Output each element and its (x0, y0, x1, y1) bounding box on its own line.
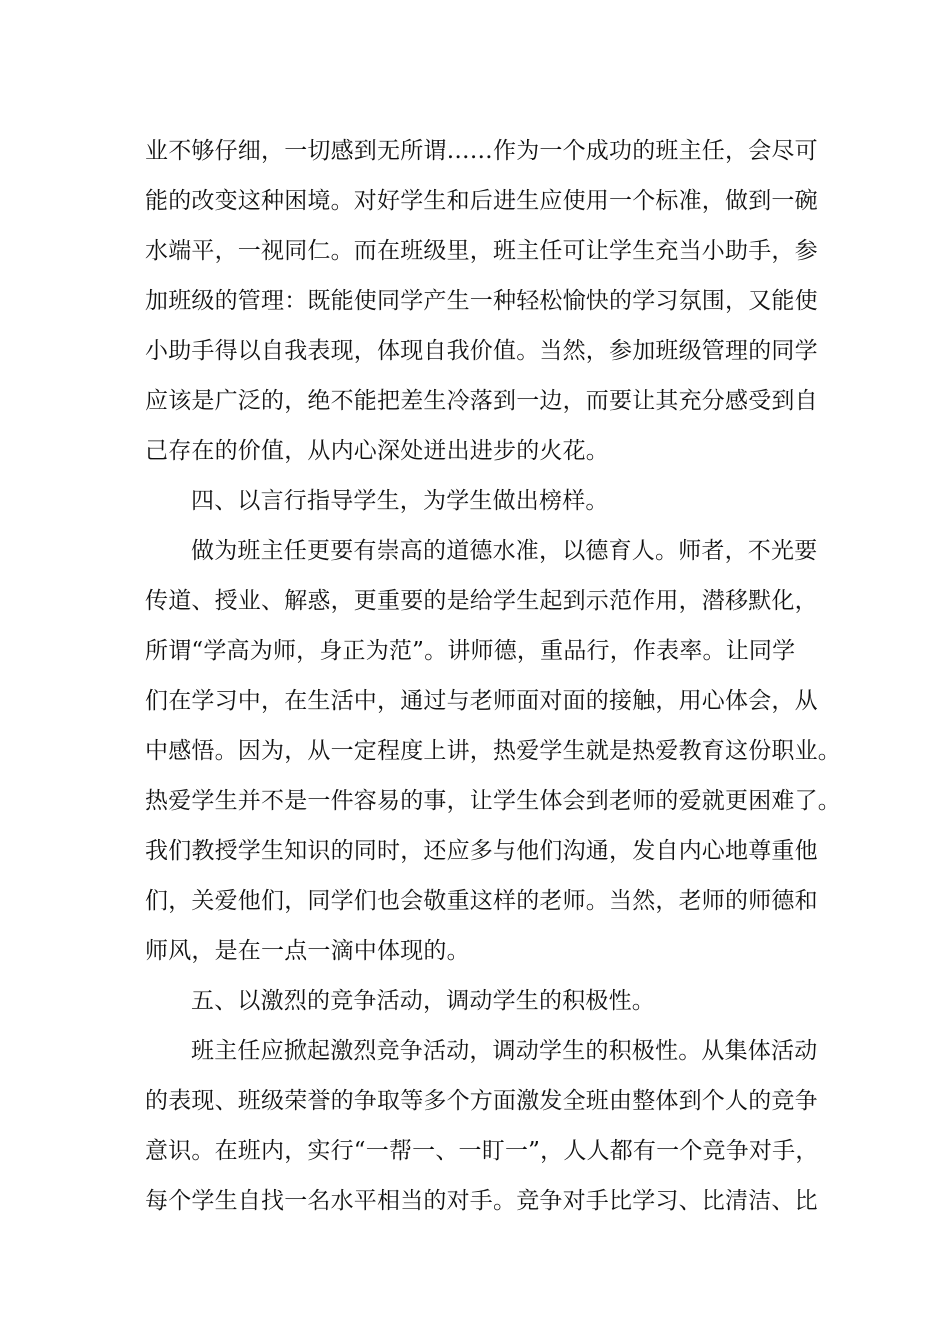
text-line: 的表现、班级荣誉的争取等多个方面激发全班由整体到个人的竞争 (145, 1088, 818, 1114)
text-line: 每个学生自找一名水平相当的对手。竞争对手比学习、比清洁、比 (145, 1188, 818, 1214)
section-heading-four: 四、以言行指导学生，为学生做出榜样。 (191, 488, 609, 514)
text-line: 能的改变这种困境。对好学生和后进生应使用一个标准，做到一碗 (145, 188, 818, 214)
text-line: 应该是广泛的，绝不能把差生冷落到一边，而要让其充分感受到自 (145, 388, 818, 414)
text-line: 师风，是在一点一滴中体现的。 (145, 938, 470, 964)
text-line: 所谓“学高为师，身正为范”。讲师德，重品行，作表率。让同学 (145, 638, 796, 664)
text-line: 小助手得以自我表现，体现自我价值。当然，参加班级管理的同学 (145, 338, 818, 364)
text-line: 中感悟。因为，从一定程度上讲，热爱学生就是热爱教育这份职业。 (145, 738, 841, 764)
text-line: 们，关爱他们，同学们也会敬重这样的老师。当然，老师的师德和 (145, 888, 818, 914)
paragraph-start-line: 班主任应掀起激烈竞争活动，调动学生的积极性。从集体活动 (191, 1038, 818, 1064)
text-line: 热爱学生并不是一件容易的事，让学生体会到老师的爱就更困难了。 (145, 788, 841, 814)
text-line: 水端平，一视同仁。而在班级里，班主任可让学生充当小助手，参 (145, 238, 818, 264)
section-heading-five: 五、以激烈的竞争活动，调动学生的积极性。 (191, 988, 655, 1014)
text-line: 业不够仔细，一切感到无所谓……作为一个成功的班主任，会尽可 (145, 138, 818, 164)
text-line: 意识。在班内，实行“一帮一、一盯一”，人人都有一个竞争对手， (145, 1138, 819, 1164)
text-line: 加班级的管理：既能使同学产生一种轻松愉快的学习氛围，又能使 (145, 288, 818, 314)
text-line: 我们教授学生知识的同时，还应多与他们沟通，发自内心地尊重他 (145, 838, 818, 864)
text-line: 传道、授业、解惑，更重要的是给学生起到示范作用，潜移默化， (145, 588, 818, 614)
text-line: 己存在的价值，从内心深处迸出进步的火花。 (145, 438, 609, 464)
body-text (145, 126, 841, 1226)
paragraph-start-line: 做为班主任更要有崇高的道德水准，以德育人。师者，不光要 (191, 538, 818, 564)
text-line: 们在学习中，在生活中，通过与老师面对面的接触，用心体会，从 (145, 688, 818, 714)
